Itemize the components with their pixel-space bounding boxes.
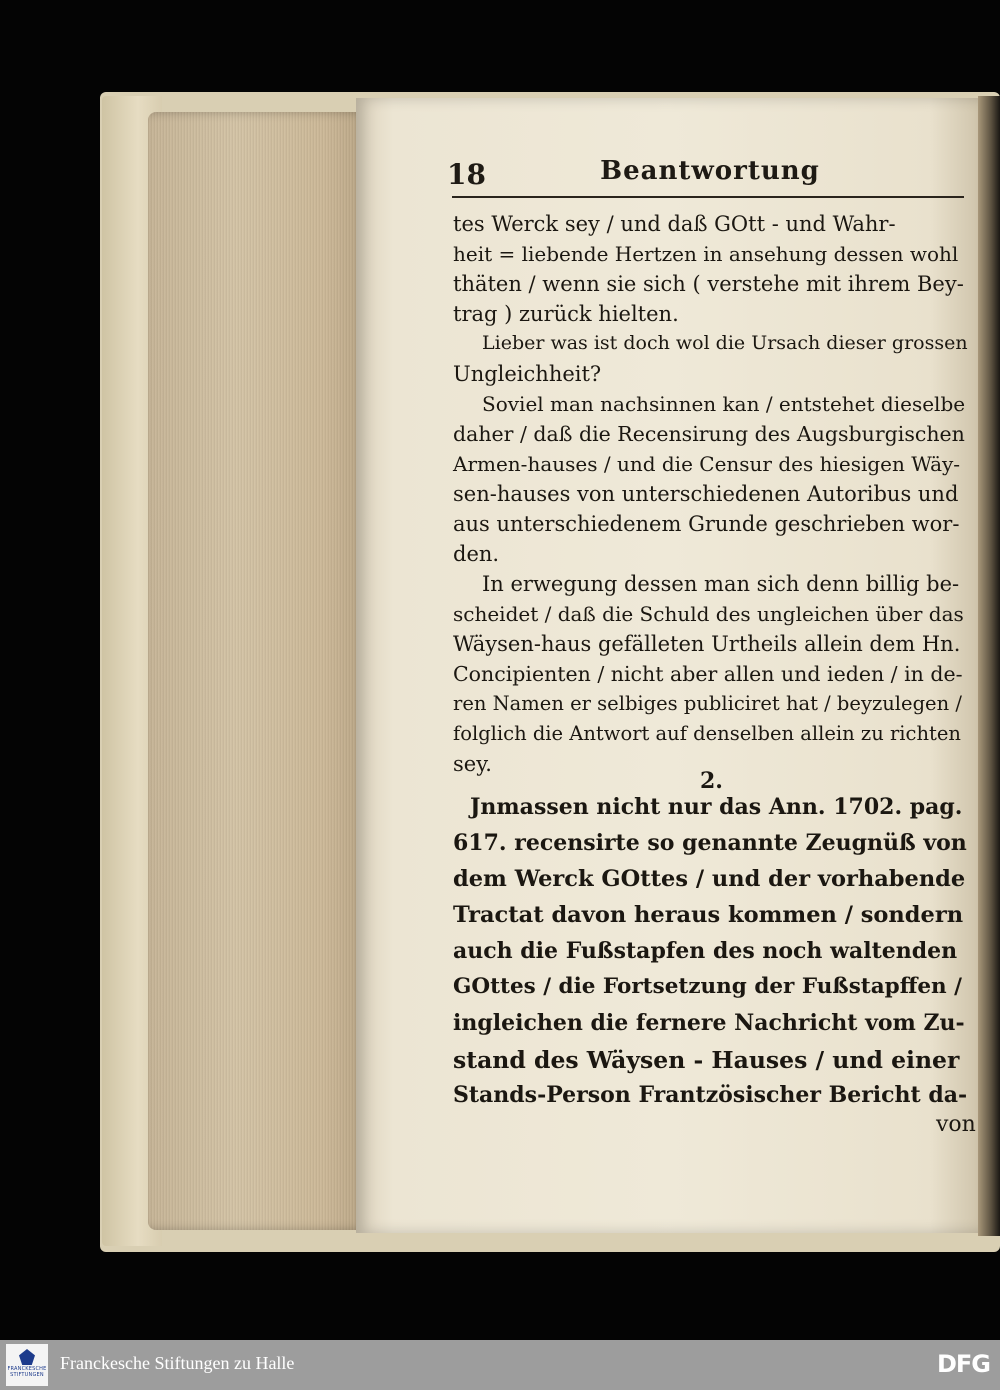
catchword: von bbox=[936, 1112, 976, 1137]
text-line: aus unterschiedenem Grunde geschrieben wor- bbox=[453, 512, 960, 536]
text-line: Concipienten / nicht aber allen und ieden / in de- bbox=[453, 662, 963, 686]
section-number: 2. bbox=[700, 768, 723, 794]
text-line: Soviel man nachsinnen kan / entstehet dieselbe bbox=[482, 392, 966, 416]
text-line: trag ) zurück hielten. bbox=[453, 302, 679, 326]
institution-name: Franckesche Stiftungen zu Halle bbox=[60, 1353, 295, 1373]
header-rule bbox=[452, 196, 964, 198]
logo-text-2: STIFTUNGEN bbox=[10, 1372, 44, 1378]
text-line: heit = liebende Hertzen in ansehung dessen wohl bbox=[453, 242, 959, 266]
text-line: Stands-Person Frantzösischer Bericht da- bbox=[453, 1082, 968, 1108]
text-line: auch die Fußstapfen des noch waltenden bbox=[453, 938, 958, 964]
text-line: folglich die Antwort auf denselben allein zu richten bbox=[453, 722, 961, 745]
text-line: ingleichen die fernere Nachricht vom Zu- bbox=[453, 1010, 965, 1036]
text-line: Jnmassen nicht nur das Ann. 1702. pag. bbox=[470, 794, 963, 820]
text-line: 617. recensirte so genannte Zeugnüß von bbox=[453, 830, 967, 856]
text-line: scheidet / daß die Schuld des ungleichen über das bbox=[453, 602, 964, 626]
text-line: ren Namen er selbiges publiciret hat / beyzulegen / bbox=[453, 692, 962, 715]
text-line: Ungleichheit? bbox=[453, 362, 602, 386]
footer-bar bbox=[0, 1340, 1000, 1390]
text-line: sen-hauses von unterschiedenen Autoribus und bbox=[453, 482, 959, 506]
text-line: dem Werck GOttes / und der vorhabende bbox=[453, 866, 966, 892]
text-line: In erwegung dessen man sich denn billig be- bbox=[482, 572, 960, 596]
text-line: daher / daß die Recensirung des Augsburgischen bbox=[453, 422, 965, 446]
text-line: thäten / wenn sie sich ( verstehe mit ihrem Bey- bbox=[453, 272, 964, 296]
institution-logo[interactable] bbox=[6, 1344, 48, 1386]
text-line: den. bbox=[453, 542, 500, 566]
facing-page-edge bbox=[978, 96, 1000, 1236]
logo-text-1: FRANCKESCHE bbox=[7, 1366, 47, 1372]
page-block-edges bbox=[148, 112, 368, 1230]
text-line: stand des Wäysen - Hauses / und einer bbox=[453, 1046, 960, 1074]
text-line: Armen-hauses / und die Censur des hiesigen Wäy- bbox=[453, 452, 961, 476]
text-line: Tractat davon heraus kommen / sondern bbox=[453, 902, 964, 928]
page-number: 18 bbox=[447, 158, 486, 191]
text-line: tes Werck sey / und daß GOtt - und Wahr- bbox=[453, 212, 896, 236]
text-line: Wäysen-haus gefälleten Urtheils allein dem Hn. bbox=[453, 632, 961, 656]
crest-icon bbox=[19, 1349, 35, 1365]
running-head: Beantwortung bbox=[600, 156, 820, 186]
text-line: Lieber was ist doch wol die Ursach dieser grossen bbox=[482, 332, 968, 354]
text-line: sey. bbox=[453, 752, 492, 776]
dfg-logo[interactable]: DFG bbox=[936, 1350, 990, 1378]
text-line: GOttes / die Fortsetzung der Fußstapffen / bbox=[453, 974, 962, 999]
